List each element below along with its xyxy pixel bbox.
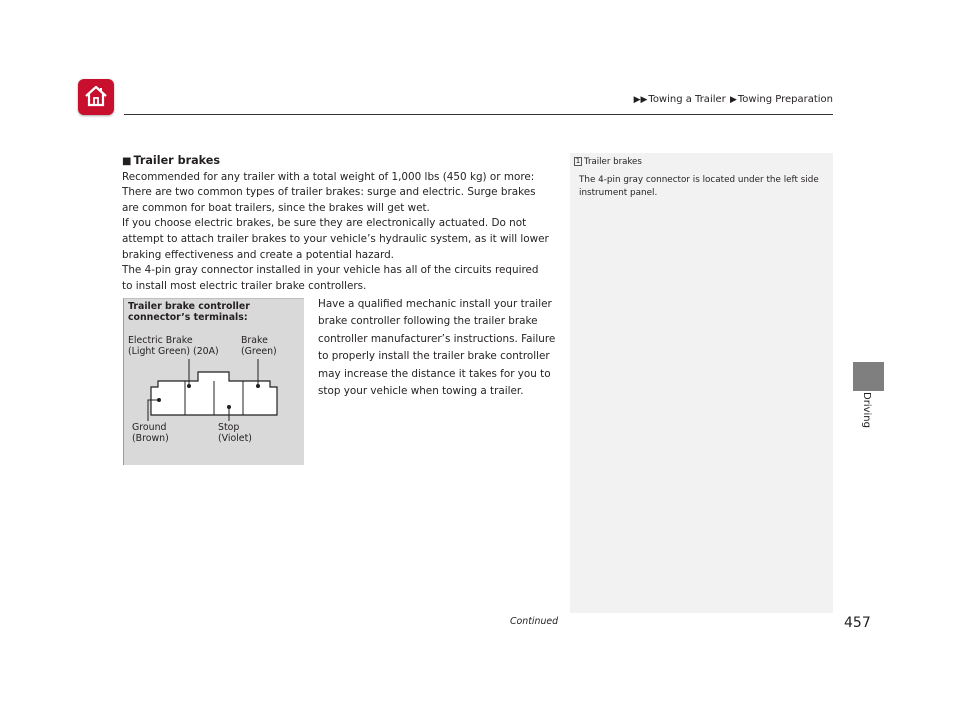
pin-ground <box>157 398 161 402</box>
note-title: 1 Trailer brakes <box>575 157 642 167</box>
breadcrumb <box>633 94 833 105</box>
label-stop: Stop (Violet) <box>218 422 252 444</box>
paragraph: There are two common types of trailer brakes: surge and electric. Surge brakes are common for boat trailers, since the brakes will get wet. <box>122 186 536 214</box>
breadcrumb-item-towing-trailer[interactable]: Towing a Trailer <box>648 94 726 105</box>
connector-drawing <box>124 299 304 465</box>
label-brake: Brake (Green) <box>241 335 277 357</box>
connector-diagram <box>123 298 304 465</box>
paragraph: The 4-pin gray connector installed in your vehicle has all of the circuits required to install most electric trailer brake controllers. <box>122 264 539 292</box>
continued-label: Continued <box>510 616 559 627</box>
figure-title: Trailer brake controller connector’s terminals: <box>128 301 250 323</box>
pin-brake <box>256 384 260 388</box>
sidebar-note <box>570 153 833 613</box>
home-icon <box>83 83 109 109</box>
breadcrumb-item-towing-preparation[interactable]: Towing Preparation <box>737 94 833 105</box>
reference-icon: 1 <box>575 157 581 165</box>
label-ground: Ground (Brown) <box>132 422 169 444</box>
header-divider <box>124 114 833 115</box>
page-number: 457 <box>844 615 871 631</box>
section-title: ■ Trailer brakes <box>122 154 221 167</box>
pin-stop <box>227 405 231 409</box>
chapter-tab[interactable] <box>853 362 884 391</box>
paragraph: Recommended for any trailer with a total weight of 1,000 lbs (450 kg) or more: <box>122 170 535 183</box>
breadcrumb-arrow-icon: ▶ <box>729 95 737 105</box>
note-text: The 4-pin gray connector is located under the left side instrument panel. <box>579 175 819 198</box>
breadcrumb-arrow-icon: ▶▶ <box>633 95 648 105</box>
paragraph: If you choose electric brakes, be sure they are electronically actuated. Do not attempt to attach trailer brakes to your vehicle’s hydraulic system, as it will lower braking effectiveness and create a potential hazard. <box>122 217 549 261</box>
label-electric-brake: Electric Brake (Light Green) (20A) <box>128 335 219 357</box>
installation-paragraph: Have a qualified mechanic install your trailer brake controller following the trailer brake controller manufacturer’s instructions. Failure to properly install the trailer brake controller may increase the distance it takes for you to stop your vehicle when towing a trailer. <box>318 298 556 398</box>
main-content <box>122 153 552 294</box>
pin-electric-brake <box>187 384 191 388</box>
home-button[interactable] <box>78 79 114 115</box>
section-marker-icon: ■ <box>122 156 132 167</box>
chapter-label: Driving <box>861 392 872 428</box>
